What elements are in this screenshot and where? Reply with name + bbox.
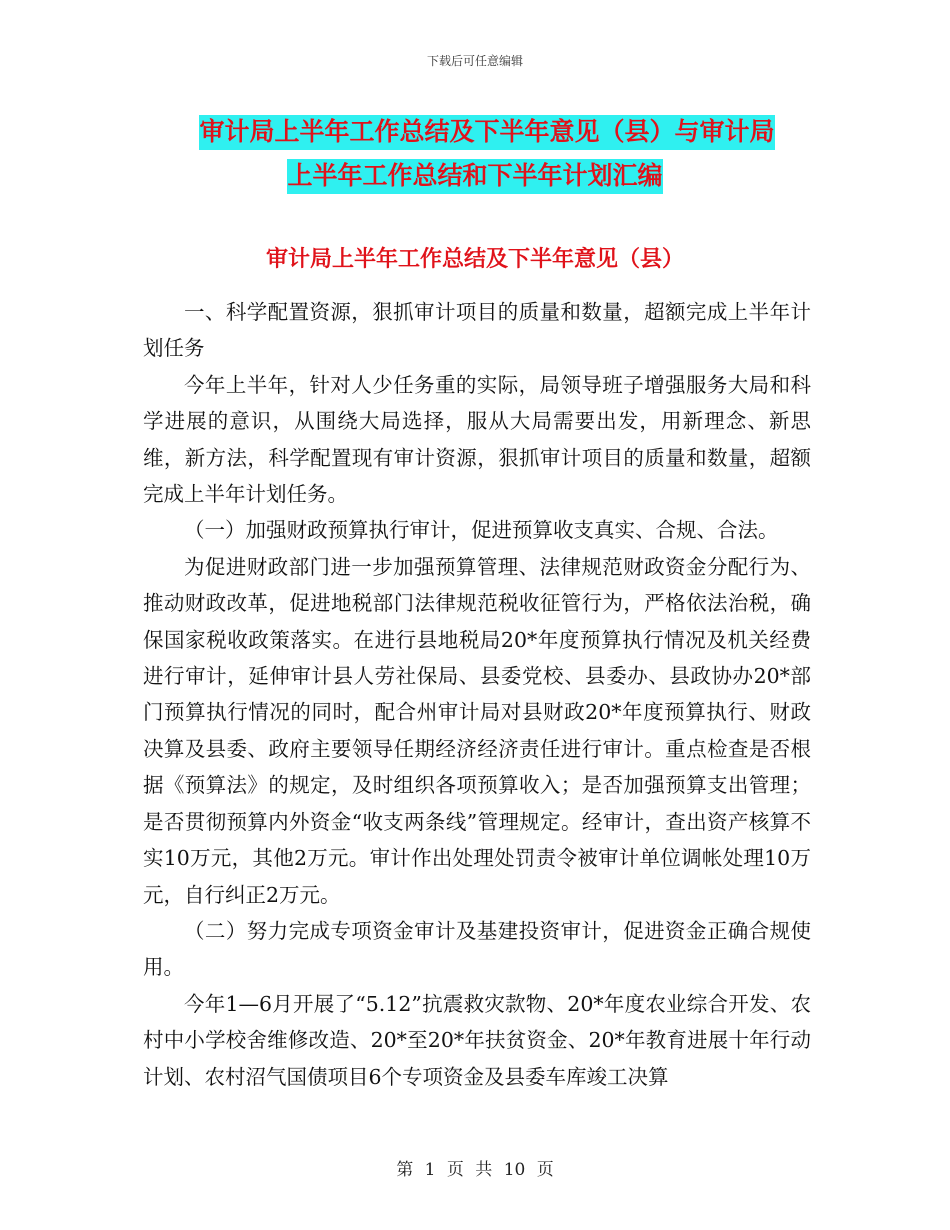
paragraph: 为促进财政部门进一步加强预算管理、法律规范财政资金分配行为、推动财政改革，促进地税部门法律规范税收征管行为，严格依法治税，确保国家税收政策落实。在进行县地税局20*年度预算执行情况及机关经费进行审计，延伸审计县人劳社保局、县委党校、县委办、县政协办20*部门预算执行情况的同时，配合州审计局对县财政20*年度预算执行、财政决算及县委、政府主要领导任期经济经济责任进行审计。重点检查是否根据《预算法》的规定，及时组织各项预算收入；是否加强预算支出管理；是否贯彻预算内外资金“收支两条线”管理规定。经审计，查出资产核算不实10万元，其他2万元。审计作出处理处罚责令被审计单位调帐处理10万元，自行纠正2万元。 bbox=[143, 554, 811, 907]
paragraph-subheading-2: （二）努力完成专项资金审计及基建投资审计，促进资金正确合规使用。 bbox=[143, 918, 811, 980]
paragraph-subheading-1: （一）加强财政预算执行审计，促进预算收支真实、合规、合法。 bbox=[184, 518, 779, 543]
paragraph: 今年1—6月开展了“5.12”抗震救灾款物、20*年度农业综合开发、农村中小学校舍维修改造、20*至20*年扶贫资金、20*年教育进展十年行动计划、农村沼气国债项目6个专项资金及县委车库竣工决算 bbox=[143, 991, 811, 1089]
document-title-line-2 bbox=[0, 154, 950, 198]
header-note: 下载后可任意编辑 bbox=[426, 54, 523, 68]
document-title-line-2-text: 上半年工作总结和下半年计划汇编 bbox=[287, 159, 662, 194]
paragraph-heading-1: 一、科学配置资源，狠抓审计项目的质量和数量，超额完成上半年计划任务 bbox=[143, 300, 811, 361]
document-title-line-1-text: 审计局上半年工作总结及下半年意见（县）与审计局 bbox=[199, 115, 774, 150]
paragraph: 今年上半年，针对人少任务重的实际，局领导班子增强服务大局和科学进展的意识，从围绕大局选择，服从大局需要出发，用新理念、新思维，新方法，科学配置现有审计资源，狠抓审计项目的质量和数量，超额完成上半年计划任务。 bbox=[143, 372, 811, 507]
document-title-line-1 bbox=[0, 110, 950, 154]
page-number: 第 1 页 共 10 页 bbox=[396, 1160, 554, 1180]
section-title: 审计局上半年工作总结及下半年意见（县） bbox=[265, 247, 684, 272]
document-body bbox=[143, 294, 811, 1095]
